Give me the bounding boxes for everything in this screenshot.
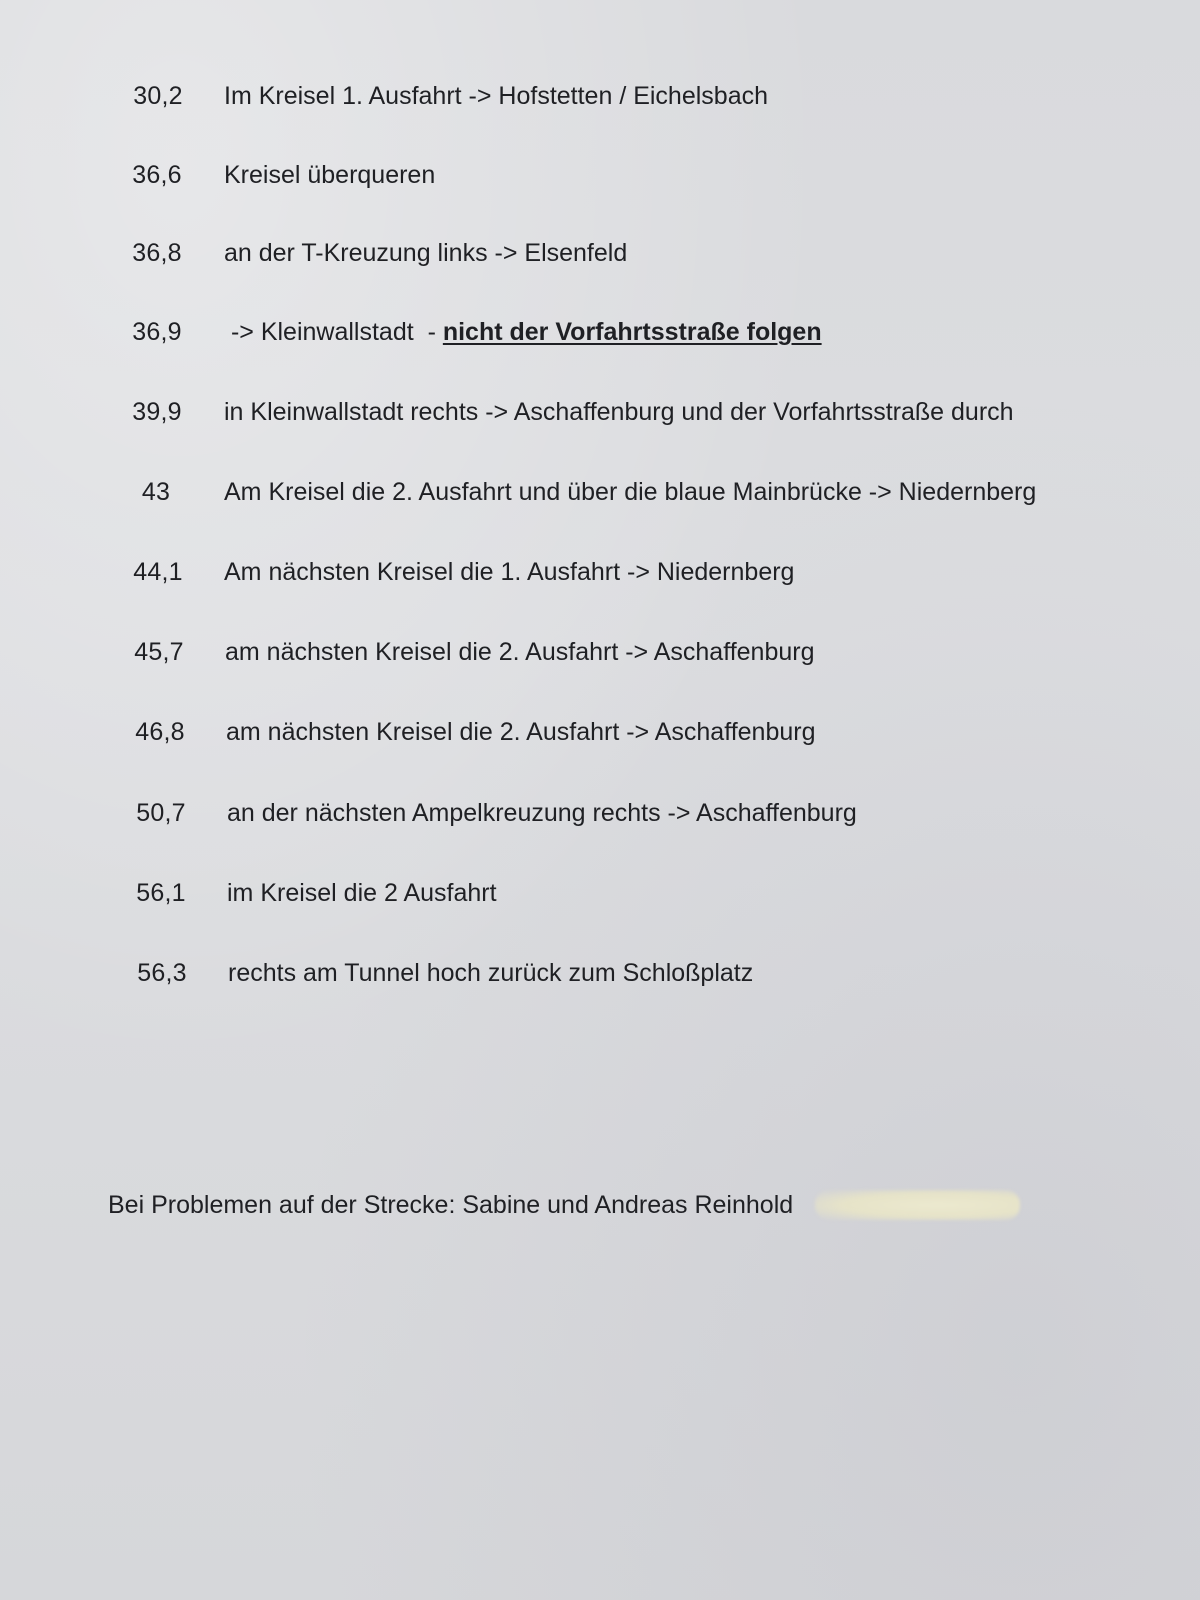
route-km: 56,1 (136, 879, 186, 907)
route-step (0, 233, 1200, 273)
route-instruction (224, 312, 822, 352)
route-step (0, 552, 1200, 592)
route-instruction: Am Kreisel die 2. Ausfahrt und über die blaue Mainbrücke -> Niedernberg (224, 478, 1037, 506)
route-instruction: Am nächsten Kreisel die 1. Ausfahrt -> Niedernberg (224, 558, 795, 586)
route-step (0, 312, 1200, 352)
contact-note: Bei Problemen auf der Strecke: Sabine und Andreas Reinhold (108, 1191, 794, 1219)
route-km: 45,7 (134, 638, 184, 666)
route-step (0, 873, 1200, 913)
route-km: 46,8 (135, 718, 185, 746)
route-instruction: am nächsten Kreisel die 2. Ausfahrt -> Aschaffenburg (225, 638, 815, 666)
route-instruction: an der T-Kreuzung links -> Elsenfeld (224, 239, 628, 267)
route-step (0, 155, 1200, 195)
redacted-phone-number (815, 1190, 1020, 1220)
route-km: 39,9 (132, 398, 182, 426)
route-instruction: Im Kreisel 1. Ausfahrt -> Hofstetten / Eichelsbach (224, 82, 769, 110)
route-instruction: im Kreisel die 2 Ausfahrt (227, 879, 497, 907)
route-km: 36,9 (132, 318, 182, 346)
route-km: 36,8 (132, 239, 182, 267)
route-step (0, 953, 1200, 993)
route-instruction: Kreisel überqueren (224, 161, 436, 189)
route-step (0, 632, 1200, 672)
route-instruction: in Kleinwallstadt rechts -> Aschaffenburg und der Vorfahrtsstraße durch (224, 398, 1014, 426)
route-step (0, 472, 1200, 512)
route-step (0, 793, 1200, 833)
route-instruction-text: -> Kleinwallstadt - (224, 318, 443, 346)
route-km: 44,1 (133, 558, 183, 586)
route-step (0, 392, 1200, 432)
route-step (0, 76, 1200, 116)
route-km: 56,3 (137, 959, 187, 987)
route-step (0, 712, 1200, 752)
route-km: 36,6 (132, 161, 182, 189)
route-instruction: rechts am Tunnel hoch zurück zum Schloßplatz (228, 959, 754, 987)
route-km: 43 (141, 478, 171, 506)
route-instruction: am nächsten Kreisel die 2. Ausfahrt -> Aschaffenburg (226, 718, 816, 746)
route-instruction-emphasis: nicht der Vorfahrtsstraße folgen (442, 318, 822, 346)
route-km: 50,7 (136, 799, 186, 827)
route-instruction: an der nächsten Ampelkreuzung rechts -> Aschaffenburg (227, 799, 857, 827)
route-km: 30,2 (133, 82, 183, 110)
